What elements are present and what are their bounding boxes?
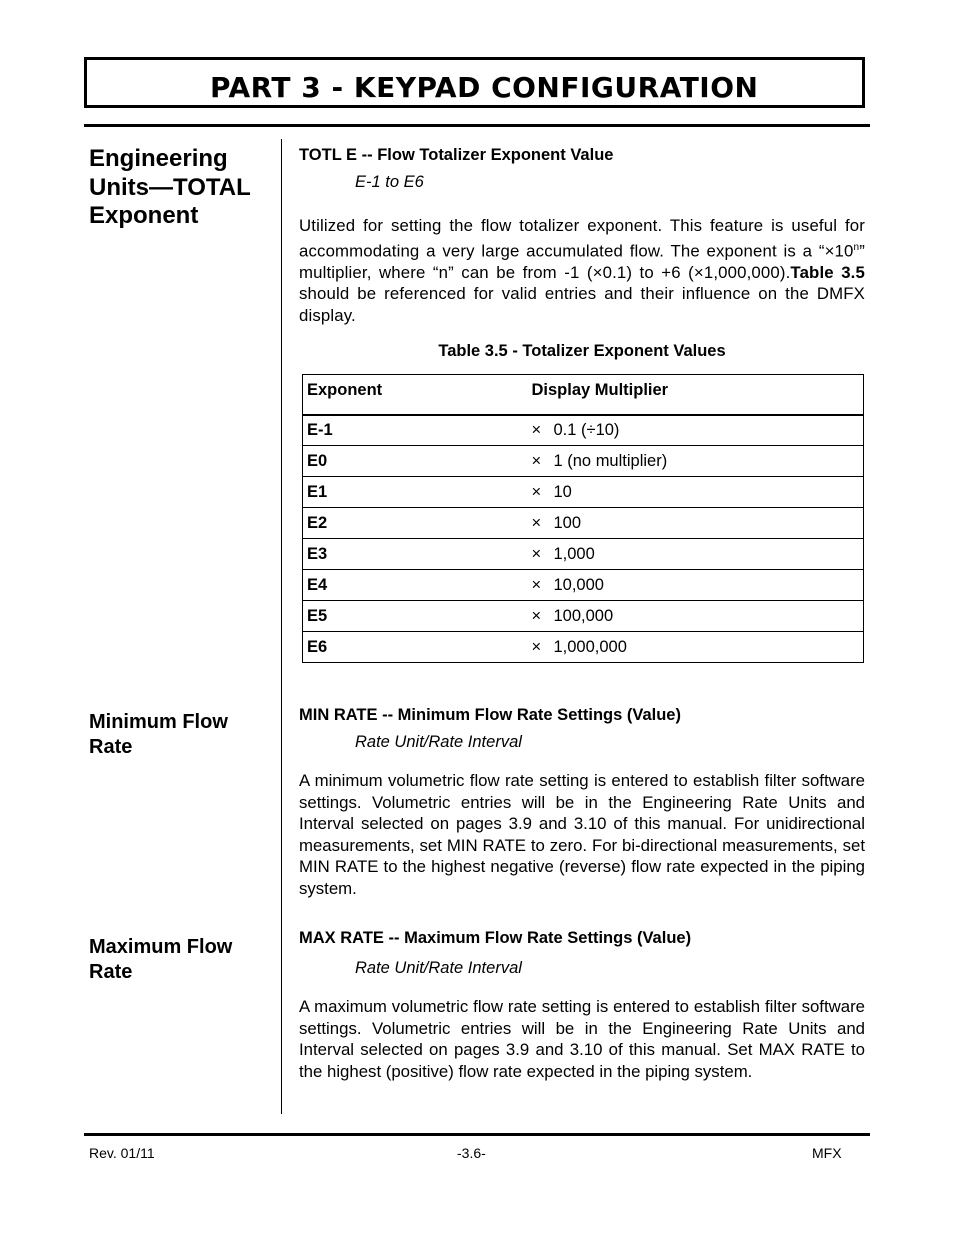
- min-rate-units: Rate Unit/Rate Interval: [355, 733, 522, 751]
- multiplier-cell: [528, 415, 864, 446]
- multiplier-value: 1,000,000: [553, 637, 627, 656]
- multiplier-value: 1,000: [553, 544, 595, 563]
- sidebar-heading-engineering-units: Engineering Units—TOTAL Exponent: [89, 145, 251, 229]
- min-rate-heading: MIN RATE -- Minimum Flow Rate Settings (Value): [299, 706, 681, 724]
- multiply-symbol: ×: [531, 482, 542, 501]
- multiply-symbol: ×: [531, 544, 542, 563]
- column-divider: [281, 139, 282, 1114]
- table-row: [303, 508, 864, 539]
- bottom-rule: [84, 1133, 870, 1136]
- table-row: [303, 415, 864, 446]
- table-reference: Table 3.5: [790, 262, 865, 282]
- multiply-symbol: ×: [531, 606, 542, 625]
- multiply-symbol: ×: [531, 451, 542, 470]
- multiplier-value: 10,000: [553, 575, 604, 594]
- footer-revision: Rev. 01/11: [89, 1145, 155, 1161]
- multiplier-value: 100: [553, 513, 582, 532]
- multiply-symbol: ×: [531, 637, 542, 656]
- multiply-symbol: ×: [531, 575, 542, 594]
- totl-paragraph-text-c: should be referenced for valid entries and their influence on the DMFX display.: [299, 284, 865, 325]
- multiplier-value: 100,000: [553, 606, 614, 625]
- exponent-cell: E0: [303, 446, 528, 477]
- table-row: [303, 539, 864, 570]
- max-rate-units: Rate Unit/Rate Interval: [355, 959, 522, 977]
- multiplier-cell: [528, 632, 864, 663]
- totl-superscript: n: [853, 241, 860, 253]
- page-title: PART 3 - KEYPAD CONFIGURATION: [210, 71, 759, 104]
- column-header-exponent: Exponent: [303, 375, 528, 415]
- table-row: [303, 601, 864, 632]
- multiply-symbol: ×: [531, 513, 542, 532]
- totl-paragraph-text-b: ” multiplier, where “n” can be from -1 (×0.1) to +6 (×1,000,000).: [299, 241, 865, 282]
- multiplier-cell: [528, 570, 864, 601]
- table-body: [303, 415, 864, 663]
- sidebar-heading-maximum-flow: Maximum Flow Rate: [89, 936, 233, 983]
- max-rate-heading: MAX RATE -- Maximum Flow Rate Settings (Value): [299, 929, 692, 947]
- multiplier-cell: [528, 477, 864, 508]
- exponent-cell: E5: [303, 601, 528, 632]
- table-row: [303, 632, 864, 663]
- exponent-cell: E4: [303, 570, 528, 601]
- exponent-cell: E3: [303, 539, 528, 570]
- multiplier-cell: [528, 539, 864, 570]
- multiplier-cell: [528, 508, 864, 539]
- multiplier-value: 10: [553, 482, 572, 501]
- max-rate-paragraph: A maximum volumetric flow rate setting is entered to establish filter software settings. Volumetric entries will be in the Engineering Rate Units and Interval selected on pages 3.9 and 3.10 of this manual. Set MAX RATE to the highest (positive) flow rate expected in the piping system.: [299, 997, 865, 1081]
- exponent-table: [302, 374, 864, 663]
- totl-paragraph-text-a: Utilized for setting the flow totalizer exponent. This feature is useful for accommodating a very large accumulated flow. The exponent is a “×10: [299, 216, 865, 261]
- exponent-cell: E2: [303, 508, 528, 539]
- totl-paragraph: [299, 215, 865, 327]
- column-header-multiplier: Display Multiplier: [528, 375, 864, 415]
- table-row: [303, 477, 864, 508]
- table-caption: Table 3.5 - Totalizer Exponent Values: [438, 342, 726, 360]
- footer-product: MFX: [812, 1145, 842, 1161]
- exponent-cell: E-1: [303, 415, 528, 446]
- sidebar-heading-minimum-flow: Minimum Flow Rate: [89, 711, 228, 758]
- multiplier-value: 0.1 (÷10): [553, 420, 620, 439]
- table-row: [303, 570, 864, 601]
- multiplier-cell: [528, 601, 864, 632]
- multiplier-value: 1 (no multiplier): [553, 451, 668, 470]
- exponent-cell: E1: [303, 477, 528, 508]
- multiply-symbol: ×: [531, 420, 542, 439]
- totl-heading: TOTL E -- Flow Totalizer Exponent Value: [299, 146, 614, 164]
- table-header-row: [303, 375, 864, 415]
- min-rate-paragraph: A minimum volumetric flow rate setting is entered to establish filter software settings. Volumetric entries will be in the Engineering Rate Units and Interval selected on pages 3.9 and 3.10 of this manual. For unidirectional measurements, set MIN RATE to zero. For bi-directional measurements, set MIN RATE to the highest negative (reverse) flow rate expected in the piping system.: [299, 771, 865, 898]
- page-title-box: [84, 57, 865, 108]
- footer-page-number: -3.6-: [457, 1145, 486, 1161]
- table-row: [303, 446, 864, 477]
- totl-range: E-1 to E6: [355, 173, 424, 191]
- multiplier-cell: [528, 446, 864, 477]
- top-rule: [84, 124, 870, 127]
- exponent-cell: E6: [303, 632, 528, 663]
